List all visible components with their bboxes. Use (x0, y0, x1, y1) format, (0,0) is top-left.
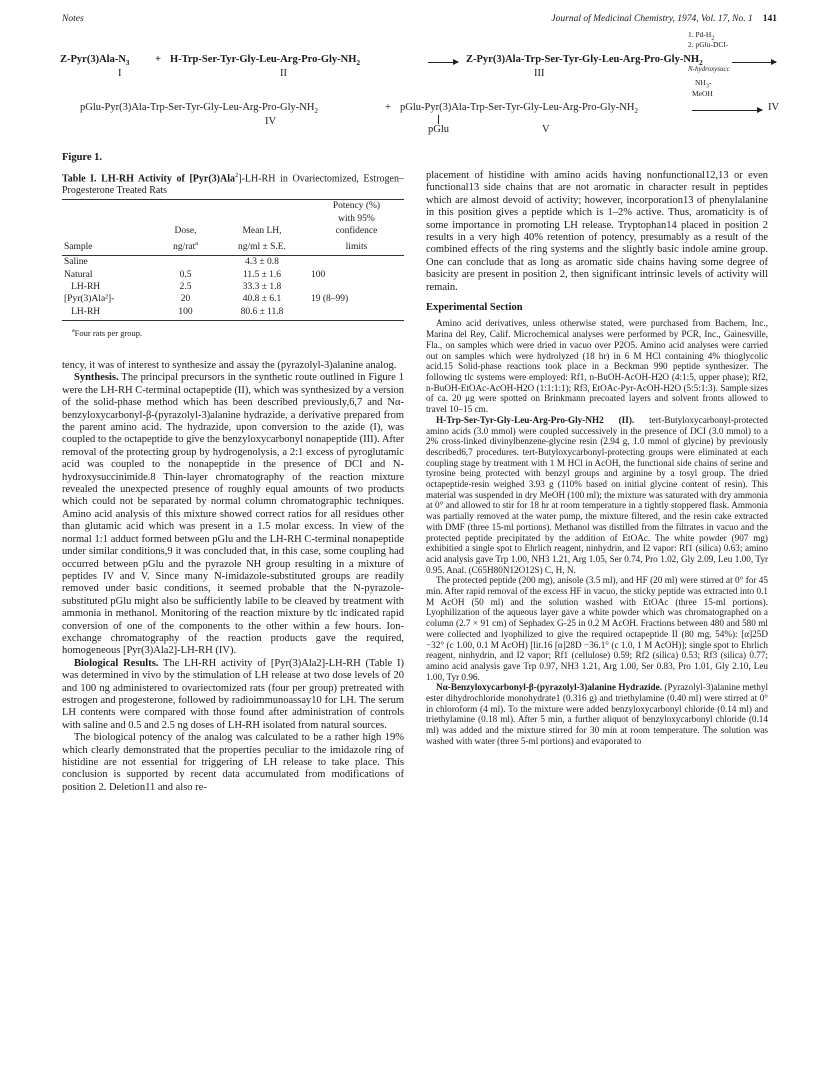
table-row (62, 269, 404, 281)
label-V: V (542, 124, 550, 135)
table-1-body (62, 256, 404, 318)
scheme-arrow-3 (692, 110, 762, 111)
label-II: II (280, 68, 287, 79)
table-row (62, 256, 404, 268)
table-row (62, 281, 404, 293)
table-cell-sample: Saline (64, 257, 88, 268)
label-I: I (118, 68, 122, 79)
paragraph: The biological potency of the analog was calculated to be a rather high 19% which clearly demonstrated that the properties peculiar to the imidazole ring of histidine are not essential for triggering of LH release to take place. This conclusion is supported by recent data accumulated from modifications of position 2. Deletion11 and also re- (62, 732, 404, 793)
table-rule-bottom (62, 320, 404, 321)
scheme-plus: + (155, 54, 161, 65)
reaction-scheme (60, 30, 780, 162)
table-1 (62, 170, 404, 339)
scheme-compound-II: $H-Trp-Ser-Tyr-Gly-Leu-Arg-Pro-Gly-NH_2$ (170, 54, 360, 68)
paragraph: placement of histidine with amino acids having nonfunctional12,13 or even functional13 side chains that are not aromatic in character result in peptides which are almost devoid of activity; however, incorporation13 of phenylalanine in this position gives a peptide which is 1–2% active. Thus, aromaticity is of some importance in promoting LH release. Tryptophan14 placed in position 2 results in a very high 40% retention of potency, presumably as a result of the combined effects of the ring systems and the slightly basic indole amine group. One can conclude that as long as aromatic side chains having some degree of basicity are present in position 2, then significant intrinsic levels of activity will remain. (426, 170, 768, 293)
paragraph-synthesis: Synthesis. The principal precursors in the synthetic route outlined in Figure 1 were the LH-RH C-terminal octapeptide (II), which was synthesized by a version of the solid-phase method which has been described previously,6,7 and Nα-benzyloxycarbonyl-β-(pyrazolyl-3)alanine hydrazide, a derivative prepared from the parent amino acid. The hydrazide, upon conversion to the azide (I), was coupled to the octapeptide to give the benzyloxycarbonyl nonapeptide (III). After removal of the protecting group by hydrogenolysis, a 2:1 excess of pyroglutamic acid was coupled to the nonapeptide in the presence of DCI and N-hydroxysuccinimide.8 Thin-layer chromatography of the reaction mixture revealed the unexpected presence of roughly equal amounts of two products which could not be separated by normal column chromatographic techniques. Amino acid analysis of this mixture showed correct ratios for all residues other than glutamic acid which was present in a 1.5 molar excess. In view of the normal 1:1 adduct formed between pGlu and the LH-RH C-terminal nonapeptide under similar conditions,9 it was concluded that, in this case, some coupling had occurred between pGlu and the pyrazole NH group resulting in a mixture of peptides IV and V. Since many N-imidazole-substituted groups are readily removed under basic conditions, it seemed probable that the N-pyrazole-substituted pGlu might also be sufficiently labile to be cleaved by treatment with ammonia in methanol. Monitoring of the reaction mixture by tlc indicated rapid conversion of one of the components to the other within a few hours. Ion-exchange chromatography of the reaction products gave the required, homogeneous [Pyr(3)Ala2]-LH-RH (IV). (62, 372, 404, 657)
table-cell-sample: LH-RH (64, 306, 101, 317)
table-1-caption: Table I. LH-RH Activity of [Pyr(3)Ala$^2$]-LH-RH in Ovariectomized, Estrogen–Progesterone Treated Rats (62, 172, 404, 196)
table-header-row (62, 200, 404, 212)
paragraph: Nα-Benzyloxycarbonyl-β-(pyrazolyl-3)alanine Hydrazide. (Pyrazolyl-3)alanine methyl ester dihydrochloride monohydrate1 (0.316 g) and triethylamine (0.40 ml) were stirred at 0° in chloroform (4 ml). To the mixture were added benzyloxycarbonyl chloride (0.14 ml) and triethylamine (0.18 ml). After 5 min, a further aliquot of benzyloxycarbonyl chloride (0.14 ml) was added and the mixture stirred for 30 min at room temperature. The solution was washed with water (three 5-ml portions) and evaporated to (426, 682, 768, 746)
scheme-condition-5: MeOH (692, 89, 713, 98)
table-cell-lh: 11.5 ± 1.6 (242, 269, 282, 280)
paragraph: tency, it was of interest to synthesize and assay the (pyrazolyl-3)alanine analog. (62, 360, 397, 371)
table-cell-dose: 2.5 (179, 281, 192, 292)
paragraph: H-Trp-Ser-Tyr-Gly-Leu-Arg-Pro-Gly-NH2 (II). tert-Butyloxycarbonyl-protected amino acids (3.0 mmol) were coupled successively in the presence of DCI (3.0 mmol) to a 2% cross-linked divinylbenzene-glycine resin (2.94 g, 1.0 mmol of glycine) by previously described6,7 procedures. tert-Butyloxycarbonyl-protecting groups were eliminated at each coupling stage by treatment with 1 M HCl in AcOH, the functional side chains of serine and tyrosine being protected with benzyl groups and arginine by a tosyl group. The dried octapeptide-resin weighed 3.93 g (110% based on initial glycine content of resin). This material was suspended in dry MeOH (100 ml); the mixture was saturated with dry ammonia at 0° and allowed to stir for 18 hr at room temperature in a tightly stoppered flask. Ammonia was partially removed at the water pump, the mixture filtered, and the resin cake extracted with DMF (three 15-ml portions). Methanol was distilled from the filtrates in vacuo and the protected peptide precipitated by the addition of EtOAc. The white powder (907 mg) exhibitied a single spot to Ehrlich reagent, ninhydrin, and I2 vapor: Rf1 (silica) 0.63; amino acid analysis gave Trp 1.00, NH3 1.21, Arg 1.05, Ser 0.74, Pro 1.02, Gly 2.09, Leu 1.00, Tyr 0.95. Anal. (C65H80N12O12S) C, H, N. (426, 414, 769, 575)
table-cell-lh: 4.3 ± 0.8 (245, 257, 279, 268)
paragraph: The protected peptide (200 mg), anisole (3.5 ml), and HF (20 ml) were stirred at 0° for 45 min. After rapid removal of the excess HF in vacuo, the sticky peptide was extracted into 0.1 M AcOH (50 ml) and the solution washed with EtOAc (three 15-ml portions). Lyophilization of the aqueous layer gave a white powder which was chromatographed on a column (2.7 × 91 cm) of Sephadex G-25 in 0.2 M AcOH. Fractions between 480 and 580 ml were collected and lyophilized to give the required octapeptide II (80 mg, 54%): [α]25D −32° (c 1.00, 0.1 M AcOH) [lit.16 [α]28D −36.1° (c 1.0, 1 M AcOH)]; single spot to Ehrlich reagent, ninhydrin, and I2 vapor; Rf1 (cellulose) 0.59; Rf2 (silica) 0.53; Rf3 (silica) 0.77; amino acid analysis gave Trp 0.97, NH3 1.21, Arg 1.00, Ser 0.83, Pro 1.01, Gly 2.10, Leu 1.00, Tyr 0.96. (426, 575, 768, 682)
scheme-plus-2: + (385, 102, 391, 113)
experimental-text (426, 318, 768, 746)
table-cell-lh: 40.8 ± 6.1 (242, 294, 282, 305)
pglu-substituent: pGlu (428, 124, 449, 135)
scheme-compound-V: pGlu-$Pyr(3)Ala-Trp-Ser-Tyr-Gly-Leu-Arg-Pro-Gly-NH_2$ (400, 102, 638, 116)
table-header-row (62, 213, 404, 225)
scheme-compound-III: $Z-Pyr(3)Ala-Trp-Ser-Tyr-Gly-Leu-Arg-Pro-Gly-NH_2$ (466, 54, 703, 68)
table-cell-dose: 100 (178, 306, 193, 317)
pglu-bond (438, 115, 439, 124)
table-cell-dose: 20 (180, 294, 191, 305)
table-row (62, 293, 404, 305)
table-cell-lh: 80.6 ± 11.8 (240, 306, 284, 317)
header-dose-2: ng/rat$^a$ (173, 240, 198, 252)
table-cell-pot: 19 (8–99) (311, 294, 349, 305)
header-potency-3: confidence (335, 226, 378, 237)
scheme-compound-IV: pGlu-$Pyr(3)Ala-Trp-Ser-Tyr-Gly-Leu-Arg-Pro-Gly-NH_2$ (80, 102, 318, 116)
header-potency-4: limits (345, 241, 368, 252)
label-III: III (534, 68, 545, 79)
table-footnote: $^a$Four rats per group. (72, 327, 143, 338)
label-IV: IV (265, 116, 277, 127)
table-1-grid (62, 200, 404, 253)
table-header-row (62, 225, 404, 237)
scheme-condition-1: 1. $Pd-H_2$ (688, 30, 715, 42)
header-dose-1: Dose, (174, 226, 197, 237)
table-cell-pot (309, 306, 404, 318)
header-lh-2: ng/ml ± S.E. (238, 241, 286, 252)
left-column (62, 360, 404, 794)
scheme-condition-4: $NH_3-$ (695, 78, 712, 90)
table-row (62, 306, 404, 318)
paragraph: Amino acid derivatives, unless otherwise stated, were purchased from Bachem, Inc., Marina del Rey, Calif. Microchemical analyses were performed by PCR, Inc., Gainesville, Fla., on samples which were dried in vacuo over P2O5. Amino acid analyses were carried out on samples which were hydrolyzed (18 hr) in 6 M HCl containing 4% thioglycolic acid.15 Solid-phase reactions took place in a Beckman 990 peptide synthesizer. The following tlc systems were employed: Rf1, n-BuOH-AcOH-H2O (4:1:5, upper phase); Rf2, n-BuOH-EtOAc-AcOH-H2O (1:1:1:1); Rf3, EtOAc-Pyr-AcOH-H2O (5:5:1:3). Sample sizes of ca. 20 μg were spotted on Brinkmann precoated layers and solvent fronts allowed to travel 10–15 cm. (426, 318, 768, 415)
header-journal (551, 14, 777, 24)
table-cell-sample: Natural (64, 269, 93, 280)
page-number: 141 (762, 14, 777, 24)
label-IV-product: IV (768, 102, 780, 113)
running-header (62, 14, 777, 28)
table-header-row (62, 238, 404, 254)
table-cell-pot: 100 (311, 269, 326, 280)
header-section-label: Notes (62, 14, 84, 24)
header-lh-1: Mean LH, (242, 226, 282, 237)
table-cell-pot (309, 281, 404, 293)
scheme-compound-I: $Z-Pyr(3)Ala-N_3$ (60, 54, 130, 68)
header-sample: Sample (64, 241, 93, 252)
table-cell-pot (309, 256, 404, 268)
header-potency-1: Potency (%) (332, 201, 381, 212)
figure-label: Figure 1. (62, 152, 103, 163)
scheme-condition-2: 2. pGlu-DCI- (688, 40, 729, 49)
table-cell-lh: 33.3 ± 1.8 (242, 281, 282, 292)
table-cell-dose: 0.5 (179, 269, 192, 280)
right-column (426, 170, 768, 747)
scheme-arrow-1 (428, 62, 458, 63)
header-potency-2: with 95% (338, 213, 375, 224)
scheme-condition-3: N-hydroxysucc (688, 65, 730, 73)
section-heading: Experimental Section (426, 302, 523, 314)
scheme-arrow-2 (732, 62, 776, 63)
journal-citation: Journal of Medicinal Chemistry, 1974, Vol. 17, No. 1 (551, 14, 753, 24)
table-cell-sample: LH-RH (64, 281, 101, 292)
table-cell-dose (156, 256, 215, 268)
paragraph-biological: Biological Results. The LH-RH activity of [Pyr(3)Ala2]-LH-RH (Table I) was determined in vivo by the stimulation of LH release at two dose levels of 20 and 100 ng administered to ovariectomized rats (four per group) pretreated with estrogen and progesterone, followed by radioimmunoassay10 for LH. The serum LH contents were compared with those found after administration of controls with saline and 0.5 and 2.5 ng doses of LH-RH isolated from natural sources. (62, 657, 404, 731)
table-cell-sample: [Pyr(3)Ala²]- (64, 294, 115, 305)
